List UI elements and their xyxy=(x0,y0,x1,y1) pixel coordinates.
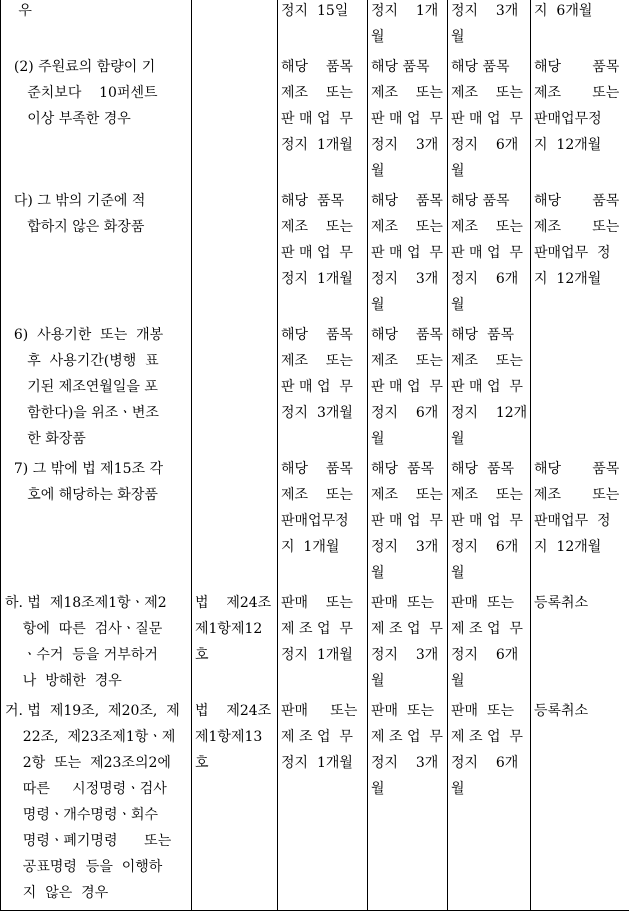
cell-text-line: 정지 6개 xyxy=(451,266,527,292)
spacer-cell xyxy=(531,906,629,911)
penalty-2nd-cell xyxy=(368,188,448,318)
cell-text-line: 월 xyxy=(371,560,444,586)
penalty-3rd-cell xyxy=(448,590,531,694)
cell-text-line: 명령ㆍ개수명령ㆍ회수 xyxy=(5,802,188,828)
violation-cell xyxy=(1,322,192,452)
cell-text-line: 법 제24조 xyxy=(195,698,274,724)
cell-text-line: (2) 주원료의 함량이 기 xyxy=(5,54,188,80)
cell-text-line: 합하지 않은 화장품 xyxy=(5,214,188,240)
cell-text-line: 판 매 업 무 xyxy=(281,106,364,132)
cell-text-line: 해당 품목 xyxy=(371,456,444,482)
violation-cell xyxy=(1,0,192,50)
cell-text-line: 제 조 업 무 xyxy=(451,724,527,750)
table-row xyxy=(1,188,629,318)
spacer-cell xyxy=(1,906,192,911)
cell-text-line: 판매 또는 xyxy=(371,698,444,724)
cell-text-line: 정지 6개 xyxy=(451,750,527,776)
legal-basis-cell xyxy=(192,590,278,694)
cell-text-line: 정지 3개 xyxy=(371,642,444,668)
legal-basis-cell xyxy=(192,456,278,586)
cell-text-line: 2항 또는 제23조의2에 xyxy=(5,750,188,776)
cell-text-line: 7) 그 밖에 법 제15조 각 xyxy=(5,456,188,482)
cell-text-line: 정지 1개월 xyxy=(281,642,364,668)
cell-text-line: 해당 품목 xyxy=(534,188,626,214)
cell-text-line: 지 6개월 xyxy=(534,0,626,24)
cell-text-line: 지 12개월 xyxy=(534,266,626,292)
cell-text-line: 6) 사용기한 또는 개봉 xyxy=(5,322,188,348)
legal-basis-cell xyxy=(192,188,278,318)
penalty-4th-cell xyxy=(531,590,629,694)
penalty-4th-cell xyxy=(531,322,629,452)
cell-text-line: 해당 품목 xyxy=(451,456,527,482)
row-spacer xyxy=(1,906,629,911)
cell-text-line: 해당 품목 xyxy=(451,322,527,348)
violation-cell xyxy=(1,188,192,318)
cell-text-line: 정지 6개 xyxy=(451,642,527,668)
cell-text-line: 월 xyxy=(451,292,527,318)
cell-text-line: 판매업무 정 xyxy=(534,508,626,534)
cell-text-line: 판 매 업 무 xyxy=(371,374,444,400)
cell-text-line: 제조 또는 xyxy=(281,80,364,106)
cell-text-line: 제조 또는 xyxy=(371,482,444,508)
cell-text-line: 정지 6개 xyxy=(451,534,527,560)
violation-cell xyxy=(1,456,192,586)
cell-text-line: 호 xyxy=(195,750,274,776)
cell-text-line: 판 매 업 무 xyxy=(281,374,364,400)
cell-text-line: 기된 제조연월일을 포 xyxy=(5,374,188,400)
cell-text-line: 판 매 업 무 xyxy=(451,374,527,400)
cell-text-line: 판매 또는 xyxy=(371,590,444,616)
cell-text-line: 월 xyxy=(451,560,527,586)
cell-text-line: 판 매 업 무 xyxy=(451,106,527,132)
table-row xyxy=(1,322,629,452)
penalty-1st-cell xyxy=(278,188,368,318)
cell-text-line: 판매 또는 xyxy=(451,698,527,724)
penalty-1st-cell xyxy=(278,456,368,586)
cell-text-line: 정지 3개월 xyxy=(281,400,364,426)
cell-text-line: 법 제24조 xyxy=(195,590,274,616)
cell-text-line: 해당 품목 xyxy=(534,456,626,482)
cell-text-line: 명령ㆍ폐기명령 또는 xyxy=(5,828,188,854)
violation-cell xyxy=(1,590,192,694)
cell-text-line: 제 조 업 무 xyxy=(371,616,444,642)
penalty-table-body xyxy=(1,0,629,911)
cell-text-line: 판매업무정 xyxy=(281,508,364,534)
cell-text-line: 정지 1개 xyxy=(371,0,444,24)
violation-cell xyxy=(1,54,192,184)
cell-text-line: 따른 시정명령ㆍ검사 xyxy=(5,776,188,802)
cell-text-line: 준치보다 10퍼센트 xyxy=(5,80,188,106)
cell-text-line: 월 xyxy=(371,668,444,694)
cell-text-line: 월 xyxy=(371,776,444,802)
penalty-4th-cell xyxy=(531,0,629,50)
table-row xyxy=(1,54,629,184)
cell-text-line: 판매 또는 xyxy=(451,590,527,616)
penalty-3rd-cell xyxy=(448,0,531,50)
cell-text-line: 제조 또는 xyxy=(534,214,626,240)
penalty-2nd-cell xyxy=(368,698,448,906)
cell-text-line: 제조 또는 xyxy=(371,214,444,240)
cell-text-line: 월 xyxy=(451,426,527,452)
cell-text-line: 제 조 업 무 xyxy=(451,616,527,642)
penalty-4th-cell xyxy=(531,698,629,906)
cell-text-line: 정지 3개 xyxy=(451,0,527,24)
penalty-2nd-cell xyxy=(368,54,448,184)
cell-text-line: 판 매 업 무 xyxy=(371,240,444,266)
cell-text-line: 판매 또는 xyxy=(281,590,364,616)
penalty-3rd-cell xyxy=(448,698,531,906)
cell-text-line: 정지 3개 xyxy=(371,132,444,158)
spacer-cell xyxy=(448,906,531,911)
cell-text-line: 정지 3개 xyxy=(371,750,444,776)
cell-text-line: 공표명령 등을 이행하 xyxy=(5,854,188,880)
table-row xyxy=(1,698,629,906)
violation-cell xyxy=(1,698,192,906)
cell-text-line: 해당 품목 xyxy=(371,322,444,348)
cell-text-line: 정지 15일 xyxy=(281,0,364,24)
cell-text-line: 판 매 업 무 xyxy=(451,508,527,534)
cell-text-line: 판 매 업 무 xyxy=(281,240,364,266)
cell-text-line: 제조 또는 xyxy=(451,80,527,106)
cell-text-line: 해당 품목 xyxy=(281,456,364,482)
penalty-2nd-cell xyxy=(368,590,448,694)
cell-text-line: 해당 품목 xyxy=(451,188,527,214)
table-row xyxy=(1,0,629,50)
cell-text-line: 제 조 업 무 xyxy=(281,724,364,750)
cell-text-line: 월 xyxy=(451,668,527,694)
table-row xyxy=(1,456,629,586)
cell-text-line: 등록취소 xyxy=(534,698,626,724)
cell-text-line: 제조 또는 xyxy=(281,482,364,508)
cell-text-line: 함한다)을 위조ㆍ변조 xyxy=(5,400,188,426)
penalty-2nd-cell xyxy=(368,456,448,586)
cell-text-line: 제1항제12 xyxy=(195,616,274,642)
cell-text-line: 제조 또는 xyxy=(451,214,527,240)
penalty-1st-cell xyxy=(278,54,368,184)
penalty-2nd-cell xyxy=(368,0,448,50)
cell-text-line: 이상 부족한 경우 xyxy=(5,106,188,132)
cell-text-line: 제 조 업 무 xyxy=(371,724,444,750)
cell-text-line: 제조 또는 xyxy=(534,80,626,106)
cell-text-line: 한 화장품 xyxy=(5,426,188,452)
cell-text-line: 지 12개월 xyxy=(534,132,626,158)
cell-text-line: 월 xyxy=(371,158,444,184)
penalty-4th-cell xyxy=(531,456,629,586)
cell-text-line: ㆍ수거 등을 거부하거 xyxy=(5,642,188,668)
cell-text-line: 제조 또는 xyxy=(451,348,527,374)
legal-basis-cell xyxy=(192,0,278,50)
cell-text-line: 월 xyxy=(371,24,444,50)
cell-text-line: 후 사용기간(병행 표 xyxy=(5,348,188,374)
cell-text-line: 제조 또는 xyxy=(371,348,444,374)
cell-text-line: 정지 6개 xyxy=(371,400,444,426)
spacer-cell xyxy=(368,906,448,911)
cell-text-line: 우 xyxy=(5,0,188,24)
cell-text-line: 나 방해한 경우 xyxy=(5,668,188,694)
cell-text-line: 지 않은 경우 xyxy=(5,880,188,906)
penalty-1st-cell xyxy=(278,0,368,50)
penalty-2nd-cell xyxy=(368,322,448,452)
cell-text-line: 제조 또는 xyxy=(534,482,626,508)
cell-text-line: 정지 1개월 xyxy=(281,132,364,158)
cell-text-line: 판 매 업 무 xyxy=(451,240,527,266)
cell-text-line: 제조 또는 xyxy=(281,214,364,240)
cell-text-line: 해당 품목 xyxy=(281,188,364,214)
cell-text-line: 정지 3개 xyxy=(371,266,444,292)
cell-text-line: 정지 6개 xyxy=(451,132,527,158)
cell-text-line: 제1항제13 xyxy=(195,724,274,750)
cell-text-line: 22조, 제23조제1항ㆍ제 xyxy=(5,724,188,750)
cell-text-line: 정지 1개월 xyxy=(281,266,364,292)
cell-text-line: 하. 법 제18조제1항ㆍ제2 xyxy=(5,590,188,616)
penalty-1st-cell xyxy=(278,698,368,906)
spacer-cell xyxy=(278,906,368,911)
cell-text-line: 정지 12개 xyxy=(451,400,527,426)
cell-text-line: 해당 품목 xyxy=(534,54,626,80)
cell-text-line: 월 xyxy=(451,24,527,50)
cell-text-line: 해당 품목 xyxy=(371,54,444,80)
cell-text-line: 해당 품목 xyxy=(371,188,444,214)
cell-text-line: 판 매 업 무 xyxy=(371,106,444,132)
cell-text-line: 제 조 업 무 xyxy=(281,616,364,642)
penalty-4th-cell xyxy=(531,188,629,318)
cell-text-line: 해당 품목 xyxy=(281,54,364,80)
spacer-cell xyxy=(192,906,278,911)
cell-text-line: 다) 그 밖의 기준에 적 xyxy=(5,188,188,214)
cell-text-line: 해당 품목 xyxy=(451,54,527,80)
cell-text-line: 거. 법 제19조, 제20조, 제 xyxy=(5,698,188,724)
penalty-3rd-cell xyxy=(448,54,531,184)
cell-text-line: 월 xyxy=(451,776,527,802)
penalty-1st-cell xyxy=(278,590,368,694)
cell-text-line: 판매 또는 xyxy=(281,698,364,724)
cell-text-line: 정지 3개 xyxy=(371,534,444,560)
cell-text-line: 지 1개월 xyxy=(281,534,364,560)
cell-text-line: 판매업무 정 xyxy=(534,240,626,266)
cell-text-line: 항에 따른 검사ㆍ질문 xyxy=(5,616,188,642)
cell-text-line: 지 12개월 xyxy=(534,534,626,560)
cell-text-line: 제조 또는 xyxy=(371,80,444,106)
legal-basis-cell xyxy=(192,698,278,906)
penalty-3rd-cell xyxy=(448,188,531,318)
cell-text-line: 제조 또는 xyxy=(281,348,364,374)
penalty-3rd-cell xyxy=(448,456,531,586)
cell-text-line: 판 매 업 무 xyxy=(371,508,444,534)
penalty-1st-cell xyxy=(278,322,368,452)
legal-basis-cell xyxy=(192,54,278,184)
cell-text-line: 해당 품목 xyxy=(281,322,364,348)
table-row xyxy=(1,590,629,694)
cell-text-line: 정지 1개월 xyxy=(281,750,364,776)
cell-text-line: 월 xyxy=(451,158,527,184)
penalty-4th-cell xyxy=(531,54,629,184)
cell-text-line: 등록취소 xyxy=(534,590,626,616)
cell-text-line: 월 xyxy=(371,426,444,452)
cell-text-line: 호에 해당하는 화장품 xyxy=(5,482,188,508)
cell-text-line: 호 xyxy=(195,642,274,668)
legal-basis-cell xyxy=(192,322,278,452)
penalty-3rd-cell xyxy=(448,322,531,452)
cell-text-line: 월 xyxy=(371,292,444,318)
cell-text-line: 판매업무정 xyxy=(534,106,626,132)
cell-text-line: 제조 또는 xyxy=(451,482,527,508)
